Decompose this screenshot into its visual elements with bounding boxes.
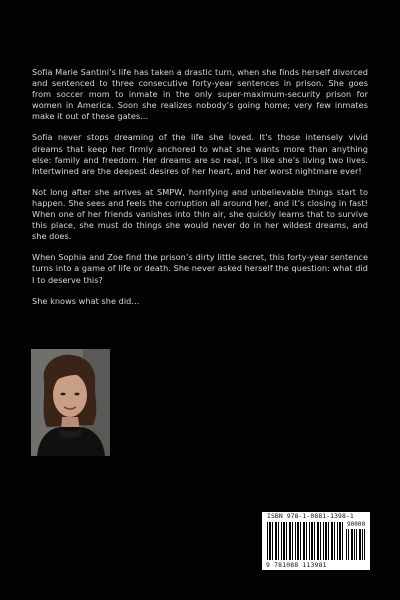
back-cover-blurb [32, 67, 368, 317]
author-photo [31, 349, 110, 456]
blurb-paragraph-3: Not long after she arrives at SMPW, horrifying and unbelievable things start to happen. She sees and feels the corruption all around her, and it’s closing in fast! When one of her friends vanishes into thin air, she quickly learns that to survive this place, she must do things she would never do in her wildest dreams, and she does. [32, 186, 368, 242]
blurb-paragraph-2: Sofia never stops dreaming of the life she loved. It’s those intensely vivid dreams that keep her firmly anchored to what she wants more than anything else: family and freedom. Her dreams are so real, it’s like she’s living two lives. Intertwined are the deepest desires of her heart, and her worst nightmare ever! [32, 132, 368, 176]
blurb-paragraph-5: She knows what she did... [32, 295, 140, 306]
barcode-addon-text: 90000 [347, 521, 366, 528]
isbn-text: ISBN 978-1-0881-1398-1 [267, 512, 354, 520]
blurb-paragraph-4: When Sophia and Zoe find the prison’s dirty little secret, this forty-year sentence turns into a game of life or death. She never asked herself the question: what did I to deserve this? [32, 252, 368, 285]
ean-number: 9 781088 113981 [266, 561, 327, 569]
isbn-barcode [262, 512, 370, 570]
blurb-paragraph-1: Sofia Marie Santini’s life has taken a drastic turn, when she finds herself divorced and sentenced to three consecutive forty-year sentences in prison. She goes from soccer mom to inmate in the only super-maximum-security prison for women in America. Soon she realizes nobody’s going home; very few inmates make it out of these gates... [32, 67, 368, 122]
barcode-bars [267, 522, 343, 560]
barcode-addon-bars [346, 529, 366, 560]
author-portrait-icon [31, 349, 110, 456]
